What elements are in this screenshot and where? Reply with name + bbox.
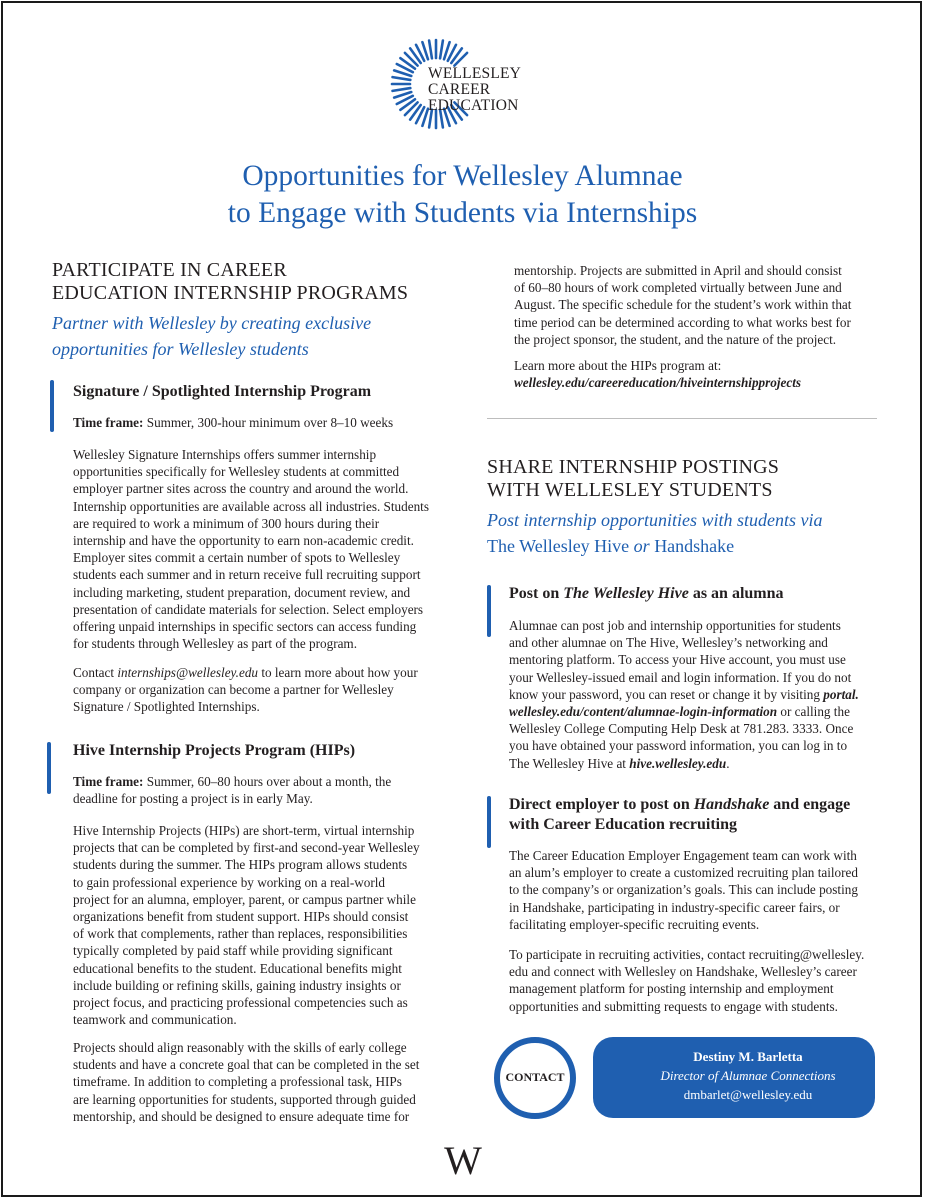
text-line: are required to work a minimum of 300 hours during their [73,515,380,531]
text-line: including marketing, student preparation, document review, and [73,584,411,600]
text-line: deadline for posting a project is in early May. [73,791,313,807]
text-line: time period can be determined according to what works best for [514,314,851,330]
text-span: The Wellesley Hive [563,585,689,602]
text-line: Wellesley Signature Internships offers summer internship [73,447,377,462]
text-line: offering unpaid internships in specific sectors can access funding [73,619,417,635]
text-line: management platform for posting internship and employment [509,981,834,997]
text-line: educational benefits to the student. Educational benefits might [73,960,402,976]
text-line: To participate in recruiting activities, contact recruiting@wellesley. [509,947,865,962]
text-span: as an alumna [688,585,784,602]
text-line: project focus, and practicing professional competencies such as [73,995,408,1011]
logo-line-1: WELLESLEY [428,65,522,82]
hips-timeframe [73,773,453,807]
text-line: mentorship. Projects are submitted in April and should consist [514,263,842,278]
signature-timeframe [73,414,453,431]
text-span: Post on [509,585,564,602]
text-line: facilitating employer-specific recruiting events. [509,916,760,932]
text-line: Projects should align reasonably with the skills of early college [73,1040,407,1055]
hive-body [509,617,894,772]
text-span: . [726,755,730,771]
contact-badge [494,1037,576,1119]
page-title [0,158,925,232]
section-divider [487,418,877,419]
text-line: students each summer and in return receive full recruiting support [73,567,421,583]
text-span: know your password, you can reset or change it by visiting [509,686,824,702]
text-line [73,664,453,681]
contact-role: Director of Alumnae Connections [660,1068,836,1083]
contact-label: CONTACT [505,1070,565,1084]
text-line: Employer sites commit a certain number of spots to Wellesley [73,550,401,566]
right-heading-line-2: WITH WELLESLEY STUDENTS [487,479,773,501]
text-line: include building or refining skills, gaining industry insights or [73,977,401,993]
contact-card [593,1037,875,1118]
logo-line-3: EDUCATION [428,97,519,114]
text-line: Signature / Spotlighted Internships. [73,699,260,715]
left-heading-line-2: EDUCATION INTERNSHIP PROGRAMS [52,282,409,304]
internships-email-link[interactable]: internships@wellesley.edu [117,665,259,680]
contact-name: Destiny M. Barletta [693,1049,803,1064]
text-line: internship and have the opportunity to earn non-academic credit. [73,533,414,549]
title-line-1: Opportunities for Wellesley Alumnae [242,160,683,192]
text-line: are learning opportunities for students, supported through guided [73,1091,416,1107]
signature-body [73,446,453,652]
portal-link-continued[interactable]: wellesley.edu/content/alumnae-login-information [509,704,778,720]
text-span: and engage [769,796,851,813]
text-line: to gain professional experience by working on a real-world [73,874,385,890]
wellesley-career-education-logo [388,38,548,136]
title-line-2: to Engage with Students via Internships [227,197,698,229]
sunburst-ray [429,41,432,59]
left-heading-line-1: PARTICIPATE IN CAREER [52,259,287,281]
text-line: Hive Internship Projects (HIPs) are short-term, virtual internship [73,823,415,838]
right-section-heading [487,456,907,502]
hive-section-title [509,584,889,604]
sunburst-ray [393,77,411,80]
text-line: August. The specific schedule for the student’s work within that [514,297,852,313]
right-tagline-line-1: Post internship opportunities with students via [487,510,823,530]
text-line: presentation of candidate materials for selection. Select employers [73,601,424,617]
text-line: of work that complements, rather than replaces, responsibilities [73,926,408,942]
text-line: of 60–80 hours of work completed virtually between June and [514,280,842,296]
signature-contact [73,664,453,716]
text-line: edu and connect with Wellesley on Handshake, Wellesley’s career [509,964,857,980]
text-line: students and have a concrete goal that can be completed in the set [73,1057,420,1073]
hive-link[interactable]: hive.wellesley.edu [629,755,727,771]
text-line: Wellesley College Computing Help Desk at 781.283. 3333. Once [509,721,854,737]
text-line [509,755,894,772]
text-span: The Wellesley Hive [487,536,634,556]
text-line: Alumnae can post job and internship opportunities for students [509,618,841,633]
text-line: opportunities and submitting requests to engage with students. [509,998,838,1014]
sunburst-ray [393,88,411,91]
text-line [509,703,894,720]
wellesley-monogram-logo: W [444,1138,482,1183]
text-line: typically completed by paid staff while providing significant [73,943,393,959]
title-line: with Career Education recruiting [509,816,737,833]
text-line: to the company’s or organization’s goals. This can include posting [509,882,858,898]
text-line: teamwork and communication. [73,1012,237,1028]
text-line: projects that can be completed by first-and second-year Wellesley [73,840,420,856]
text-line: project for an alumna, employer, parent, or campus partner while [73,891,416,907]
text-line: The Career Education Employer Engagement team can work with [509,848,857,863]
hips-body-2 [73,1039,453,1125]
text-line: mentoring platform. To access your Hive account, you must use [509,652,846,668]
text-span: Handshake [693,796,770,813]
accent-bar [487,585,491,637]
text-span: Direct employer to post on [509,796,694,813]
text-line: opportunities specifically for Wellesley students at committed [73,464,400,480]
text-line: your Wellesley-issued email and login information. If you do not [509,669,852,685]
accent-bar [487,796,491,848]
text-line: and other alumnae on The Hive, Wellesley’s networking and [509,635,828,651]
text-line: in Handshake, participating in industry-specific career fairs, or [509,899,840,915]
text-line: mentorship, and should be designed to ensure adequate time for [73,1108,410,1124]
text-span: The Wellesley Hive at [509,755,630,771]
right-tagline [487,507,907,559]
text-line: organizations benefit from student support. HIPs should consist [73,909,409,925]
text-line: employer partner sites across the country and around the world. [73,481,409,497]
right-tagline-line-2 [487,533,907,559]
signature-program-title: Signature / Spotlighted Internship Program [73,383,372,400]
hips-learn-more [514,357,894,391]
portal-link[interactable]: portal. [823,686,859,702]
text-line: timeframe. In addition to completing a professional task, HIPs [73,1074,402,1090]
right-heading-line-1: SHARE INTERNSHIP POSTINGS [487,456,780,478]
hips-body [73,822,453,1028]
accent-bar [50,380,54,432]
handshake-section-title [509,795,889,835]
accent-bar [47,742,51,794]
text-line: an alum’s employer to create a customized recruiting plan tailored [509,865,858,881]
text-span: or [633,536,650,556]
text-line: for students through Wellesley as part of the program. [73,636,357,652]
hips-program-title: Hive Internship Projects Program (HIPs) [73,742,356,759]
contact-email[interactable]: dmbarlet@wellesley.edu [683,1087,813,1102]
timeframe-text: Summer, 300-hour minimum over 8–10 weeks [146,415,394,430]
handshake-body-2 [509,946,894,1015]
logo-text [428,66,521,114]
title-line [509,795,889,815]
logo-line-2: CAREER [428,81,491,98]
text-line: Internship opportunities are available across all industries. Students [73,498,429,514]
text-span: Handshake [649,536,735,556]
text-span: to learn more about how your [258,665,418,680]
left-tagline [52,310,472,362]
text-span: or calling the [777,704,850,720]
timeframe-text: Summer, 60–80 hours over about a month, the [146,774,392,789]
learn-more-text: Learn more about the HIPs program at: [514,358,722,373]
text-line: you have obtained your password information, you can log in to [509,738,848,754]
left-tagline-line-1: Partner with Wellesley by creating exclusive [52,313,372,333]
handshake-body [509,847,894,933]
text-line: the project sponsor, the student, and the nature of the project. [514,331,837,347]
timeframe-label: Time frame: [73,415,144,430]
text-line: students during the summer. The HIPs program allows students [73,857,408,873]
text-line [509,686,894,703]
hips-program-link[interactable]: wellesley.edu/careereducation/hiveinternshipprojects [514,375,802,391]
sunburst-ray [440,41,443,59]
text-line: company or organization can become a partner for Wellesley [73,682,394,698]
text-line [73,773,453,790]
hips-body-continued [514,262,894,348]
timeframe-label: Time frame: [73,774,144,789]
text-span: Contact [73,665,118,680]
left-tagline-line-2: opportunities for Wellesley students [52,339,309,359]
left-section-heading [52,259,472,305]
